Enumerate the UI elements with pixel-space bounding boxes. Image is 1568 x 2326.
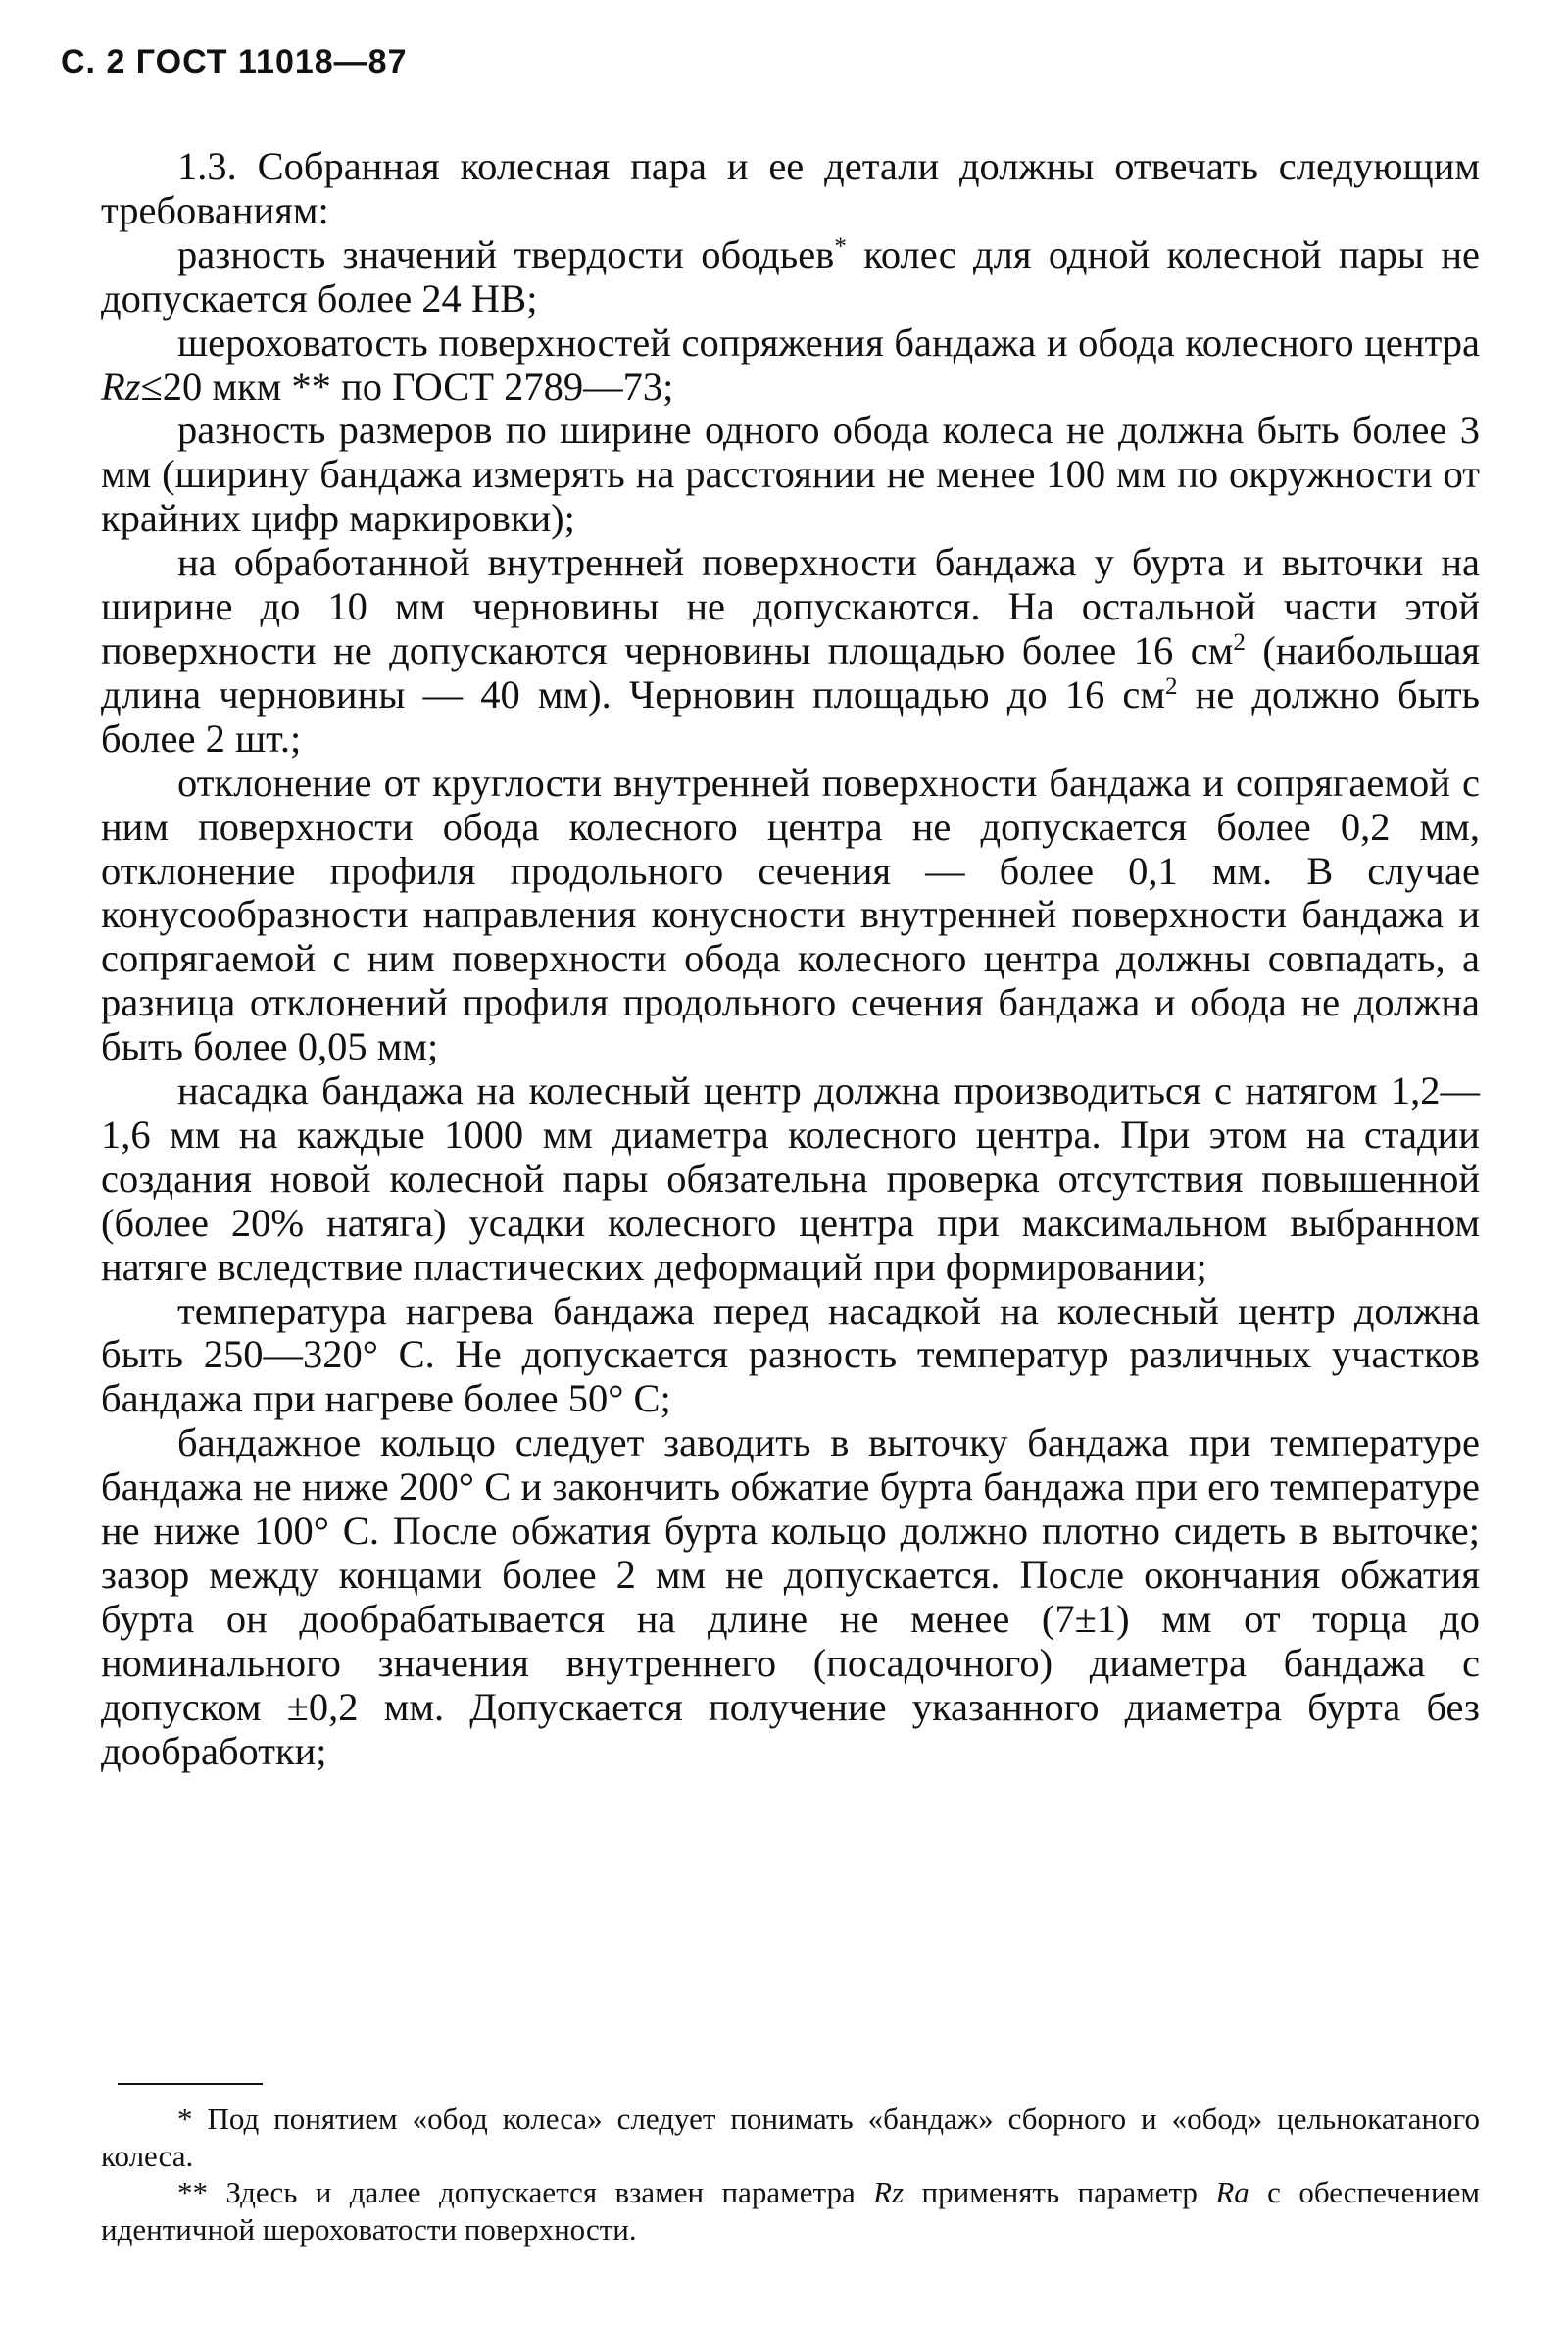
text-run: разность значений твердости ободьев	[177, 231, 835, 276]
footnotes	[101, 2101, 1480, 2248]
document-body	[101, 145, 1480, 1774]
text-run: ≤20 мкм	[140, 364, 292, 409]
footnote-mark: *	[834, 233, 847, 261]
footnote-mark: **	[291, 364, 331, 409]
text-run: колес для одной колесной пары не допускается более 24 НВ;	[101, 231, 1480, 321]
requirement-fit: насадка бандажа на колесный центр должна производиться с натягом 1,2—1,6 мм на каждые 1000 мм диаметра колесного центра. При этом на стадии создания новой колесной пары обязательна проверка отсутствия повышенной (более 20% натяга) усадки колесного центра при максимальном выбранном натяге вследствие пластических деформаций при формировании;	[101, 1068, 1480, 1289]
text-run: не должно быть более 2 шт.;	[101, 671, 1480, 761]
text-run: ** Здесь и далее допускается взамен параметра	[177, 2175, 874, 2209]
parameter-ra: Ra	[1215, 2175, 1250, 2209]
text-run: применять параметр	[904, 2175, 1216, 2209]
clause-1-3-intro: 1.3. Собранная колесная пара и ее детали должны отвечать следующим требованиям:	[101, 144, 1480, 232]
requirement-roughness	[101, 322, 1480, 410]
page-header: С. 2 ГОСТ 11018—87	[61, 43, 408, 80]
footnote-separator	[118, 2083, 263, 2085]
superscript: 2	[1233, 629, 1246, 657]
text-run: (наибольшая длина черновины — 40 мм). Черновин площадью до 16 см	[101, 627, 1480, 717]
parameter-rz: Rz	[101, 364, 141, 409]
text-run: с обеспечением идентичной шероховатости поверхности.	[101, 2175, 1480, 2247]
parameter-rz: Rz	[873, 2175, 905, 2209]
requirement-blackness	[101, 541, 1480, 762]
text-run: по ГОСТ 2789—73;	[330, 364, 674, 409]
superscript: 2	[1164, 673, 1178, 701]
text-run: шероховатость поверхностей сопряжения бандажа и обода колесного центра	[177, 320, 1480, 365]
requirement-width: разность размеров по ширине одного обода колеса не должна быть более 3 мм (ширину бандажа измерять на расстоянии не менее 100 мм по окружности от крайних цифр маркировки);	[101, 408, 1480, 541]
requirement-ring: бандажное кольцо следует заводить в выточку бандажа при температуре бандажа не ниже 200° С и закончить обжатие бурта бандажа при его температуре не ниже 100° С. После обжатия бурта кольцо должно плотно сидеть в выточке; зазор между концами более 2 мм не допускается. После окончания обжатия бурта он дообрабатывается на длине не менее (7±1) мм от торца до номинального значения внутреннего (посадочного) диаметра бандажа с допуском ±0,2 мм. Допускается получение указанного диаметра бурта без дообработки;	[101, 1420, 1480, 1773]
requirement-hardness	[101, 233, 1480, 322]
footnote-1: * Под понятием «обод колеса» следует понимать «бандаж» сборного и «обод» цельнокатаного колеса.	[101, 2102, 1480, 2173]
footnote-2	[101, 2174, 1480, 2248]
requirement-roundness: отклонение от круглости внутренней поверхности бандажа и сопрягаемой с ним поверхности обода колесного центра не допускается более 0,2 мм, отклонение профиля продольного сечения — более 0,1 мм. В случае конусообразности направления конусности внутренней поверхности бандажа и сопрягаемой с ним поверхности обода колесного центра должны совпадать, а разница отклонений профиля продольного сечения бандажа и обода не должна быть более 0,05 мм;	[101, 760, 1480, 1069]
requirement-temperature: температура нагрева бандажа перед насадкой на колесный центр должна быть 250—320° С. Не допускается разность температур различных участков бандажа при нагреве более 50° С;	[101, 1288, 1480, 1421]
text-run: на обработанной внутренней поверхности бандажа у бурта и выточки на ширине до 10 мм черновины не допускаются. На остальной части этой поверхности не допускаются черновины площадью более 16 см	[101, 540, 1480, 672]
